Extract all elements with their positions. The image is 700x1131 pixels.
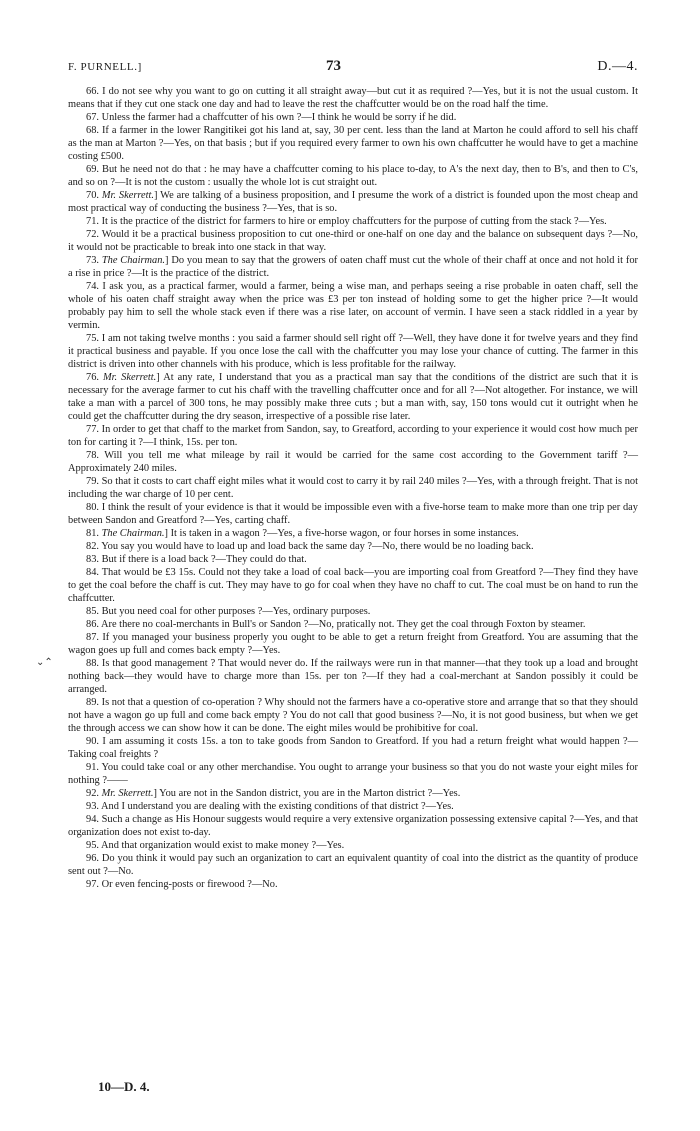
margin-mark: ⌄⌃: [36, 657, 53, 668]
question-paragraph: 73. The Chairman.] Do you mean to say that the growers of oaten chaff must cut the whole of their chaff at once and not hold it for a rise in price ?—It is the practice of the district.: [68, 255, 638, 279]
question-paragraph: 81. The Chairman.] It is taken in a wagon ?—Yes, a five-horse wagon, or four horses in some instances.: [86, 528, 519, 539]
question-paragraph: 68. If a farmer in the lower Rangitikei got his land at, say, 30 per cent. less than the land at Marton he could afford to sell his chaff as the man at Marton ?—Yes, on that basis ; but if you required every farmer to own his own chaffcutter he would have to get a machine costing £500.: [68, 125, 638, 162]
question-paragraph: 95. And that organization would exist to make money ?—Yes.: [86, 840, 345, 851]
question-paragraph: 71. It is the practice of the district for farmers to hire or employ chaffcutters for the purpose of cutting from the stack ?—Yes.: [86, 216, 607, 227]
question-paragraph: 88. Is that good management ? That would never do. If the railways were run in that manner—that they took up a load and brought nothing back—they would have to charge more than 15s. per ton ?—If they had a coal-merchant at Sandon possibly it could be arranged.: [68, 658, 638, 695]
document-reference: D.—4.: [597, 59, 638, 74]
question-paragraph: 76. Mr. Skerrett.] At any rate, I understand that you as a practical man say that the conditions of the district are such that it is necessary for the average farmer to cut his chaff with the travelling chaffcutter once and for all ?—Not altogether. For instance, we will take a man with a parcel of 300 tons, he may possibly make three cuts ; but a man with, say, 150 tons would cut it outright when he could get the chaffcutter during the dry season, irrespective of a possible rise later.: [68, 372, 638, 422]
question-paragraph: 96. Do you think it would pay such an organization to cart an equivalent quantity of coal into the district as the quantity of produce sent out ?—No.: [68, 853, 638, 877]
evidence-body: [68, 85, 638, 891]
question-paragraph: 69. But he need not do that : he may have a chaffcutter coming to his place to-day, to A's the next day, then to B's, and then to C's, and so on ?—It is not the custom : usually the whole lot is cut straight out.: [68, 164, 638, 188]
question-paragraph: 91. You could take coal or any other merchandise. You ought to arrange your business so that you do not waste your eight miles for nothing ?——: [68, 762, 638, 786]
header-witness-name: F. PURNELL.]: [68, 61, 142, 73]
question-paragraph: 78. Will you tell me what mileage by rail it would be carried for the same cost according to the Government tariff ?—Approximately 240 miles.: [68, 450, 638, 474]
question-paragraph: 92. Mr. Skerrett.] You are not in the Sandon district, you are in the Marton district ?—Yes.: [86, 788, 461, 799]
question-paragraph: 97. Or even fencing-posts or firewood ?—No.: [86, 879, 278, 890]
question-paragraph: 66. I do not see why you want to go on cutting it all straight away—but cut it as required ?—Yes, but it is not the usual custom. It means that if they cut one stack one day and had to leave the rest the chaffcutter would be on the road half the time.: [68, 86, 638, 110]
question-paragraph: 83. But if there is a load back ?—They could do that.: [86, 554, 307, 565]
page-header: [68, 58, 638, 80]
question-paragraph: 75. I am not taking twelve months : you said a farmer should sell right off ?—Well, they have done it for twelve years and they find it practical business and payable. If you once lose the call with the chaffcutter you may lose your chance of cutting. The farmer in this district is driven into other channels with his produce, which is less profitable for the railway.: [68, 333, 638, 370]
page-number: 73: [326, 58, 341, 74]
question-paragraph: 72. Would it be a practical business proposition to cut one-third or one-half on one day and the balance on subsequent days ?—No, it would not be practicable to break into one stack in that way.: [68, 229, 638, 253]
question-paragraph: 77. In order to get that chaff to the market from Sandon, say, to Greatford, according to your experience it would cost how much per ton for carting it ?—I think, 15s. per ton.: [68, 424, 638, 448]
question-paragraph: 82. You say you would have to load up and load back the same day ?—No, there would be no loading back.: [86, 541, 534, 552]
question-paragraph: 94. Such a change as His Honour suggests would require a very extensive organization possessing extensive capital ?—Yes, and that organization does not exist to-day.: [68, 814, 638, 838]
question-paragraph: 74. I ask you, as a practical farmer, would a farmer, being a wise man, and perhaps seeing a rise probable in oaten chaff, sell the whole of his oaten chaff straight away when the price was £3 per ton instead of holding some to get the higher price ?—It would probably pay him to sell the whole stack even if there was a rise later, on account of vermin. I have seen a stack riddled in a year by vermin.: [68, 281, 638, 331]
question-paragraph: 87. If you managed your business properly you ought to be able to get a return freight from Greatford. You are assuming that the wagon goes up full and comes back empty ?—Yes.: [68, 632, 638, 656]
question-paragraph: 67. Unless the farmer had a chaffcutter of his own ?—I think he would be sorry if he did.: [86, 112, 457, 123]
question-paragraph: 84. That would be £3 15s. Could not they take a load of coal back—you are importing coal from Greatford ?—They find they have to get the coal before the chaff is cut. They may have to go for coal when they have no chaff to cut. The coal must be on hand to run the chaffcutter.: [68, 567, 638, 604]
question-paragraph: 79. So that it costs to cart chaff eight miles what it would cost to carry it by rail 240 miles ?—Yes, with a through freight. That is not including the war charge of 10 per cent.: [68, 476, 638, 500]
question-paragraph: 70. Mr. Skerrett.] We are talking of a business proposition, and I presume the work of a district is founded upon the most cheap and most practical way of conducting the business ?—Yes, that is so.: [68, 190, 638, 214]
question-paragraph: 89. Is not that a question of co-operation ? Why should not the farmers have a co-operative store and arrange that so that they should not have a wagon go up full and come back empty ? You do not call that good business ?—No, it is not good business, but when we get the through access we can show how it can be done. The eight miles would be prohibitive for coal.: [68, 697, 638, 734]
signature-mark: 10—D. 4.: [98, 1079, 150, 1094]
question-paragraph: 80. I think the result of your evidence is that it would be impossible even with a five-horse team to make more than one trip per day between Sandon and Greatford ?—Yes, carting chaff.: [68, 502, 638, 526]
question-paragraph: 85. But you need coal for other purposes ?—Yes, ordinary purposes.: [86, 606, 371, 617]
question-paragraph: 90. I am assuming it costs 15s. a ton to take goods from Sandon to Greatford. If you had a return freight what would happen ?—Taking coal freights ?: [68, 736, 638, 760]
question-paragraph: 86. Are there no coal-merchants in Bull's or Sandon ?—No, pratically not. They get the coal through Foxton by steamer.: [86, 619, 586, 630]
question-paragraph: 93. And I understand you are dealing with the existing conditions of that district ?—Yes.: [86, 801, 454, 812]
